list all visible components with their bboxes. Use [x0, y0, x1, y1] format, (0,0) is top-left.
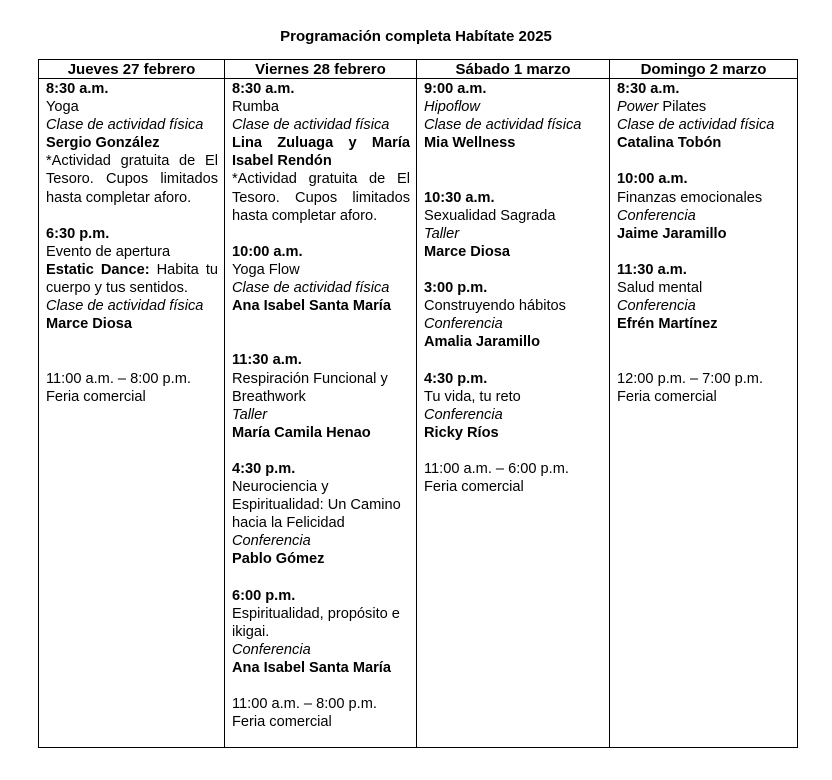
event-name: Evento de apertura — [46, 243, 171, 260]
document-title: Programación completa Habítate 2025 — [280, 28, 552, 45]
event-block — [617, 170, 791, 242]
event-time: 10:00 a.m. — [232, 243, 303, 260]
event-name: Espiritualidad, propósito e ikigai. — [232, 605, 400, 640]
event-block — [232, 80, 410, 225]
event-block — [232, 460, 410, 569]
event-type: Conferencia — [232, 533, 311, 550]
event-host: Lina Zuluaga y María Isabel Rendón — [232, 135, 410, 170]
event-description — [46, 261, 218, 297]
event-name-italic: Power — [617, 99, 659, 116]
event-block — [617, 261, 791, 333]
event-host: Marce Diosa — [46, 316, 132, 333]
event-name: Neurociencia y Espiritualidad: Un Camino hacia la Felicidad — [232, 479, 401, 532]
event-name: Rumba — [232, 99, 280, 116]
fair-block — [46, 370, 218, 406]
day-column-friday — [225, 79, 417, 748]
fair-label: Feria comercial — [424, 479, 524, 496]
event-note: *Actividad gratuita de El Tesoro. Cupos limitados hasta completar aforo. — [46, 153, 218, 206]
event-name: Hipoflow — [424, 99, 480, 116]
event-type: Conferencia — [617, 207, 696, 224]
event-host: Sergio González — [46, 135, 160, 152]
event-type: Clase de actividad física — [617, 117, 775, 134]
event-host: Ricky Ríos — [424, 424, 499, 441]
fair-hours: 11:00 a.m. – 6:00 p.m. — [424, 460, 569, 477]
event-time: 10:00 a.m. — [617, 171, 688, 188]
event-time: 6:30 p.m. — [46, 225, 110, 242]
event-time: 11:30 a.m. — [617, 261, 687, 278]
event-type: Clase de actividad física — [232, 280, 390, 297]
event-note: *Actividad gratuita de El Tesoro. Cupos limitados hasta completar aforo. — [232, 171, 410, 224]
event-time: 4:30 p.m. — [232, 460, 296, 477]
event-name: Sexualidad Sagrada — [424, 207, 556, 224]
event-name: Tu vida, tu reto — [424, 388, 521, 405]
event-block — [232, 351, 410, 441]
event-name: Construyendo hábitos — [424, 298, 566, 315]
event-host: Jaime Jaramillo — [617, 225, 727, 242]
fair-label: Feria comercial — [617, 388, 717, 405]
event-time: 6:00 p.m. — [232, 587, 296, 604]
event-name: Yoga — [46, 99, 79, 116]
event-block — [424, 279, 603, 351]
event-name: Respiración Funcional y Breathwork — [232, 370, 388, 405]
event-block — [424, 189, 603, 261]
day-header-saturday: Sábado 1 marzo — [417, 60, 610, 79]
event-block — [46, 225, 218, 334]
day-column-saturday — [417, 79, 610, 748]
fair-block — [617, 370, 791, 406]
header-row — [39, 60, 798, 79]
event-name: Yoga Flow — [232, 261, 300, 278]
event-host: Amalia Jaramillo — [424, 334, 540, 351]
event-time: 8:30 a.m. — [617, 81, 680, 97]
event-time: 4:30 p.m. — [424, 370, 488, 387]
event-block — [232, 587, 410, 677]
event-name — [617, 98, 791, 116]
fair-block — [232, 695, 410, 731]
day-header-sunday: Domingo 2 marzo — [610, 60, 798, 79]
fair-label: Feria comercial — [232, 714, 332, 731]
schedule-table — [38, 59, 798, 748]
event-type: Conferencia — [424, 316, 503, 333]
event-time: 10:30 a.m. — [424, 189, 495, 206]
event-time: 3:00 p.m. — [424, 280, 488, 297]
event-time: 8:30 a.m. — [46, 81, 109, 97]
schedule-row — [39, 79, 798, 748]
event-block — [46, 80, 218, 207]
event-host: María Camila Henao — [232, 424, 371, 441]
event-time: 11:30 a.m. — [232, 352, 302, 369]
event-host: Ana Isabel Santa María — [232, 660, 391, 676]
event-type: Clase de actividad física — [232, 117, 390, 134]
event-type: Clase de actividad física — [424, 117, 582, 134]
event-host: Efrén Martínez — [617, 316, 718, 333]
day-column-thursday — [39, 79, 225, 748]
event-host: Mia Wellness — [424, 135, 516, 152]
event-time: 9:00 a.m. — [424, 81, 487, 97]
fair-hours: 11:00 a.m. – 8:00 p.m. — [232, 696, 377, 713]
event-type: Conferencia — [424, 406, 503, 423]
event-host: Pablo Gómez — [232, 551, 325, 568]
day-header-thursday: Jueves 27 febrero — [39, 60, 225, 79]
event-type: Conferencia — [617, 298, 696, 315]
event-type: Conferencia — [232, 641, 311, 658]
event-type: Taller — [232, 406, 268, 423]
event-host: Ana Isabel Santa María — [232, 298, 391, 315]
event-type: Taller — [424, 225, 460, 242]
day-header-friday: Viernes 28 febrero — [225, 60, 417, 79]
event-time: 8:30 a.m. — [232, 81, 295, 97]
day-column-sunday — [610, 79, 798, 748]
event-name-rest: Pilates — [658, 99, 707, 116]
fair-hours: 11:00 a.m. – 8:00 p.m. — [46, 370, 191, 387]
event-block — [424, 370, 603, 442]
event-subtitle: Estatic Dance: — [46, 261, 150, 278]
event-block — [617, 80, 791, 152]
event-name: Salud mental — [617, 280, 703, 297]
event-type: Clase de actividad física — [46, 117, 204, 134]
fair-hours: 12:00 p.m. – 7:00 p.m. — [617, 370, 764, 387]
event-host: Marce Diosa — [424, 243, 510, 260]
event-block — [424, 80, 603, 152]
fair-label: Feria comercial — [46, 388, 146, 405]
event-name: Finanzas emocionales — [617, 189, 763, 206]
event-type: Clase de actividad física — [46, 298, 204, 315]
event-subtitle-text: Habita tu cuerpo y tus sentidos. — [46, 261, 218, 297]
event-block — [232, 243, 410, 315]
event-host: Catalina Tobón — [617, 135, 722, 152]
fair-block — [424, 460, 603, 496]
